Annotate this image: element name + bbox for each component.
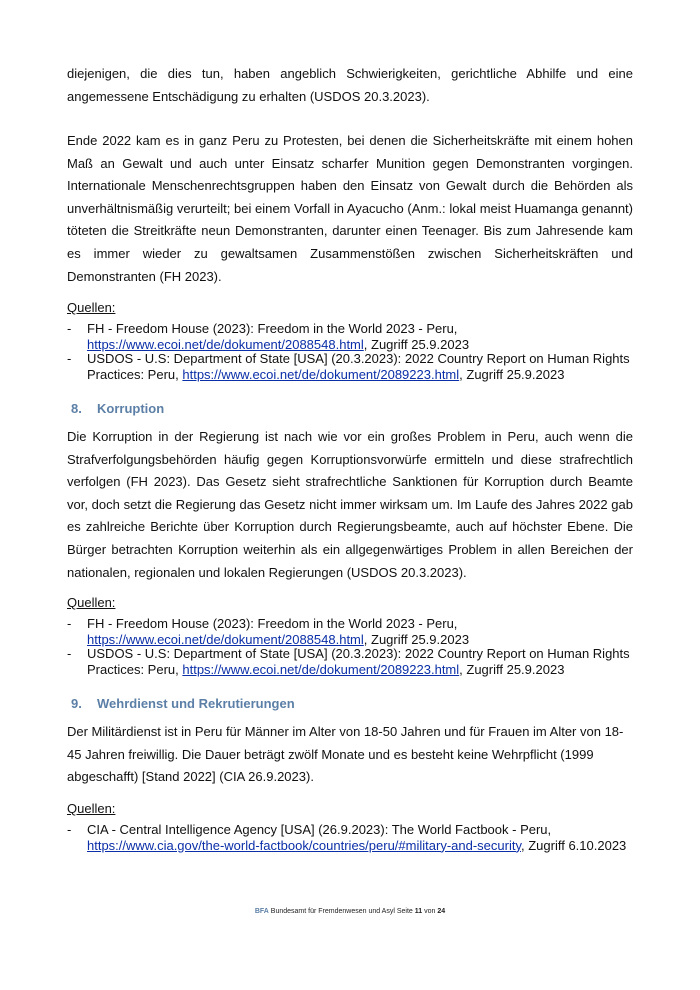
source-item: - USDOS - U.S: Department of State [USA] (20.3.2023): 2022 Country Report on Human Rights Practices: Peru, https://www.ecoi.net/de/dokument/2089223.html, Zugriff 25.9.2023 xyxy=(67,646,647,677)
page-number: 11 xyxy=(414,908,423,915)
source-link[interactable]: https://www.ecoi.net/de/dokument/2089223.html xyxy=(182,661,460,677)
source-text: USDOS - U.S: Department of State [USA] (20.3.2023): 2022 Country Report on Human Rights xyxy=(87,646,630,661)
source-item: - FH - Freedom House (2023): Freedom in the World 2023 - Peru, https://www.ecoi.net/de/dokument/2088548.html, Zugriff 25.9.2023 xyxy=(67,321,647,352)
source-text: FH - Freedom House (2023): Freedom in the World 2023 - Peru, xyxy=(87,321,458,336)
source-link[interactable]: https://www.ecoi.net/de/dokument/2088548.html xyxy=(87,336,364,352)
source-link[interactable]: https://www.ecoi.net/de/dokument/2089223.html xyxy=(182,366,460,382)
source-text: CIA - Central Intelligence Agency [USA] (26.9.2023): The World Factbook - Peru, xyxy=(87,822,552,837)
source-text: USDOS - U.S: Department of State [USA] (20.3.2023): 2022 Country Report on Human Rights xyxy=(87,351,630,366)
section-heading-wehrdienst: 9. Wehrdienst und Rekrutierungen xyxy=(71,696,295,711)
paragraph-korruption: Die Korruption in der Regierung ist nach wie vor ein großes Problem in Peru, auch wenn die Strafverfolgungsbehörden häufig gegen Korruptionsvorwürfe ermitteln und diese strafrechtlich verfolgen (FH 2023). Das Gesetz sieht strafrechtliche Sanktionen für Korruption durch Beamte vor, doch setzt die Regierung das Gesetz nicht immer wirksam um. Im Laufe des Jahres 2022 gab es zahlreiche Berichte über Korruption durch Regierungsbeamte, auch auf höchster Ebene. Die Bürger betrachten Korruption weiterhin als ein allgegenwärtiges Problem in allen Bereichen der nationalen, regionalen und lokalen Regierungen (USDOS 20.3.2023). xyxy=(67,429,633,580)
source-link[interactable]: https://www.cia.gov/the-world-factbook/countries/peru/#military-and-security xyxy=(87,837,521,853)
sources-label: Quellen: xyxy=(67,801,116,816)
paragraph-intro: diejenigen, die dies tun, haben angeblich Schwierigkeiten, gerichtliche Abhilfe und eine angemessene Entschädigung zu erhalten (USDOS 20.3.2023). xyxy=(67,66,633,104)
page-footer: BFA Bundesamt für Fremdenwesen und Asyl Seite 11 von 24 xyxy=(254,908,446,915)
source-link[interactable]: https://www.ecoi.net/de/dokument/2088548.html xyxy=(87,631,364,647)
paragraph-protests: Ende 2022 kam es in ganz Peru zu Protesten, bei denen die Sicherheitskräfte mit einem hohen Maß an Gewalt und auch unter Einsatz scharfer Munition gegen Demonstranten vorgingen. Internationale Menschenrechtsgruppen haben den Einsatz von Gewalt durch die Behörden als unverhältnismäßig verurteilt; bei einem Vorfall in Ayacucho (Anm.: lokal meist Huamanga genannt) töteten die Streitkräfte neun Demonstranten, darunter einen Teenager. Bis zum Jahresende kam es immer wieder zu gewaltsamen Zusammenstößen zwischen Sicherheitskräften und Demonstranten (FH 2023). xyxy=(67,133,633,284)
source-item: - FH - Freedom House (2023): Freedom in the World 2023 - Peru, https://www.ecoi.net/de/dokument/2088548.html, Zugriff 25.9.2023 xyxy=(67,616,647,647)
sources-label: Quellen: xyxy=(67,300,116,315)
source-text: FH - Freedom House (2023): Freedom in the World 2023 - Peru, xyxy=(87,616,458,631)
paragraph-wehrdienst: Der Militärdienst ist in Peru für Männer im Alter von 18-50 Jahren und für Frauen im Alter von 18- 45 Jahren freiwillig. Die Dauer beträgt zwölf Monate und es besteht keine Wehrpflicht (1999 abgeschafft) [Stand 2022] (CIA 26.9.2023). xyxy=(67,724,624,785)
sources-label: Quellen: xyxy=(67,595,116,610)
source-item: - CIA - Central Intelligence Agency [USA] (26.9.2023): The World Factbook - Peru, https://www.cia.gov/the-world-factbook/countries/peru/#military-and-security, Zugriff 6.10.2023 xyxy=(67,822,647,853)
section-heading-korruption: 8. Korruption xyxy=(71,401,165,416)
source-item: - USDOS - U.S: Department of State [USA] (20.3.2023): 2022 Country Report on Human Rights Practices: Peru, https://www.ecoi.net/de/dokument/2089223.html, Zugriff 25.9.2023 xyxy=(67,351,647,382)
footer-org-logo: BFA xyxy=(254,908,269,915)
page-total: 24 xyxy=(437,908,446,915)
